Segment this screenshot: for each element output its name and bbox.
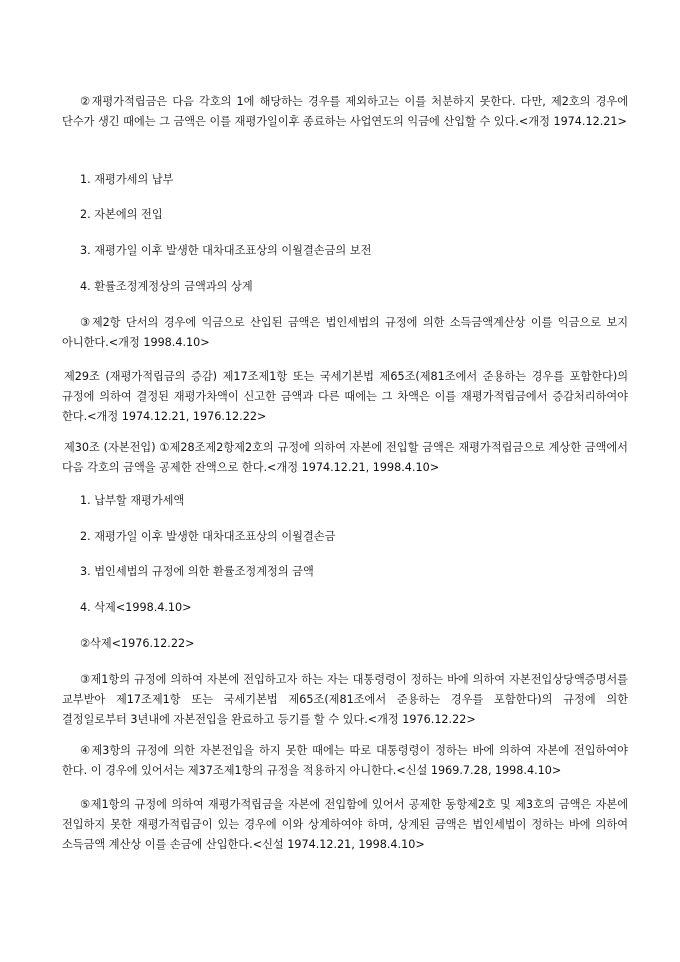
paragraph-28-2: ②재평가적립금은 다음 각호의 1에 해당하는 경우를 제외하고는 이를 처분하지 못한다. 다만, 제2호의 경우에 단수가 생긴 때에는 그 금액은 이를 재평가일이후 종료하는 사업연도의 익금에 산입할 수 있다.<개정 1974.12.21>: [62, 95, 628, 128]
list-item: 2. 자본에의 전입: [80, 208, 163, 221]
list-item: 4. 환률조정계정상의 금액과의 상계: [80, 280, 253, 293]
list-item: 1. 재평가세의 납부: [80, 173, 174, 186]
list-item: 3. 법인세법의 규정에 의한 환률조정계정의 금액: [80, 565, 314, 578]
article-30: 제30조 (자본전입) ①제28조제2항제2호의 규정에 의하여 자본에 전입할 금액은 재평가적립금으로 계상한 금액에서 다음 각호의 금액을 공제한 잔액으로 한다.<개정 1974.12.21, 1998.4.10>: [62, 441, 628, 474]
list-item: 3. 재평가일 이후 발생한 대차대조표상의 이월결손금의 보전: [80, 244, 372, 257]
article-29: 제29조 (재평가적립금의 증감) 제17조제1항 또는 국세기본법 제65조(제81조에서 준용하는 경우를 포함한다)의 규정에 의하여 결정된 재평가차액이 신고한 금액과 다른 때에는 그 차액은 이를 재평가적립금에서 증감처리하여야 한다.<개정 1974.12.21, 1976.12.22>: [62, 370, 628, 423]
list-item: 4. 삭제<1998.4.10>: [80, 601, 192, 614]
paragraph-28-3: ③제2항 단서의 경우에 익금으로 산입된 금액은 법인세법의 규정에 의한 소득금액계산상 이를 익금으로 보지 아니한다.<개정 1998.4.10>: [62, 316, 628, 349]
paragraph-30-2: ②삭제<1976.12.22>: [80, 637, 195, 650]
list-item: 2. 재평가일 이후 발생한 대차대조표상의 이월결손금: [80, 530, 336, 543]
paragraph-30-5: ⑤제1항의 규정에 의하여 재평가적립금을 자본에 전입함에 있어서 공제한 동항제2호 및 제3호의 금액은 자본에 전입하지 못한 재평가적립금이 있는 경우에 이와 상계하여야 하며, 상계된 금액은 법인세법이 정하는 바에 의하여 소득금액 계산상 이를 손금에 산입한다.<신설 1974.12.21, 1998.4.10>: [62, 798, 628, 851]
list-item: 1. 납부할 재평가세액: [80, 494, 185, 507]
paragraph-30-3: ③제1항의 규정에 의하여 자본에 전입하고자 하는 자는 대통령령이 정하는 바에 의하여 자본전입상당액증명서를 교부받아 제17조제1항 또는 국세기본법 제65조(제81조에서 준용하는 경우를 포함한다)의 규정에 의한 결정일로부터 3년내에 자본전입을 완료하고 등기를 할 수 있다.<개정 1976.12.22>: [62, 673, 628, 726]
paragraph-30-4: ④제3항의 규정에 의한 자본전입을 하지 못한 때에는 따로 대통령령이 정하는 바에 의하여 자본에 전입하여야 한다. 이 경우에 있어서는 제37조제1항의 규정을 적용하지 아니한다.<신설 1969.7.28, 1998.4.10>: [62, 744, 628, 777]
